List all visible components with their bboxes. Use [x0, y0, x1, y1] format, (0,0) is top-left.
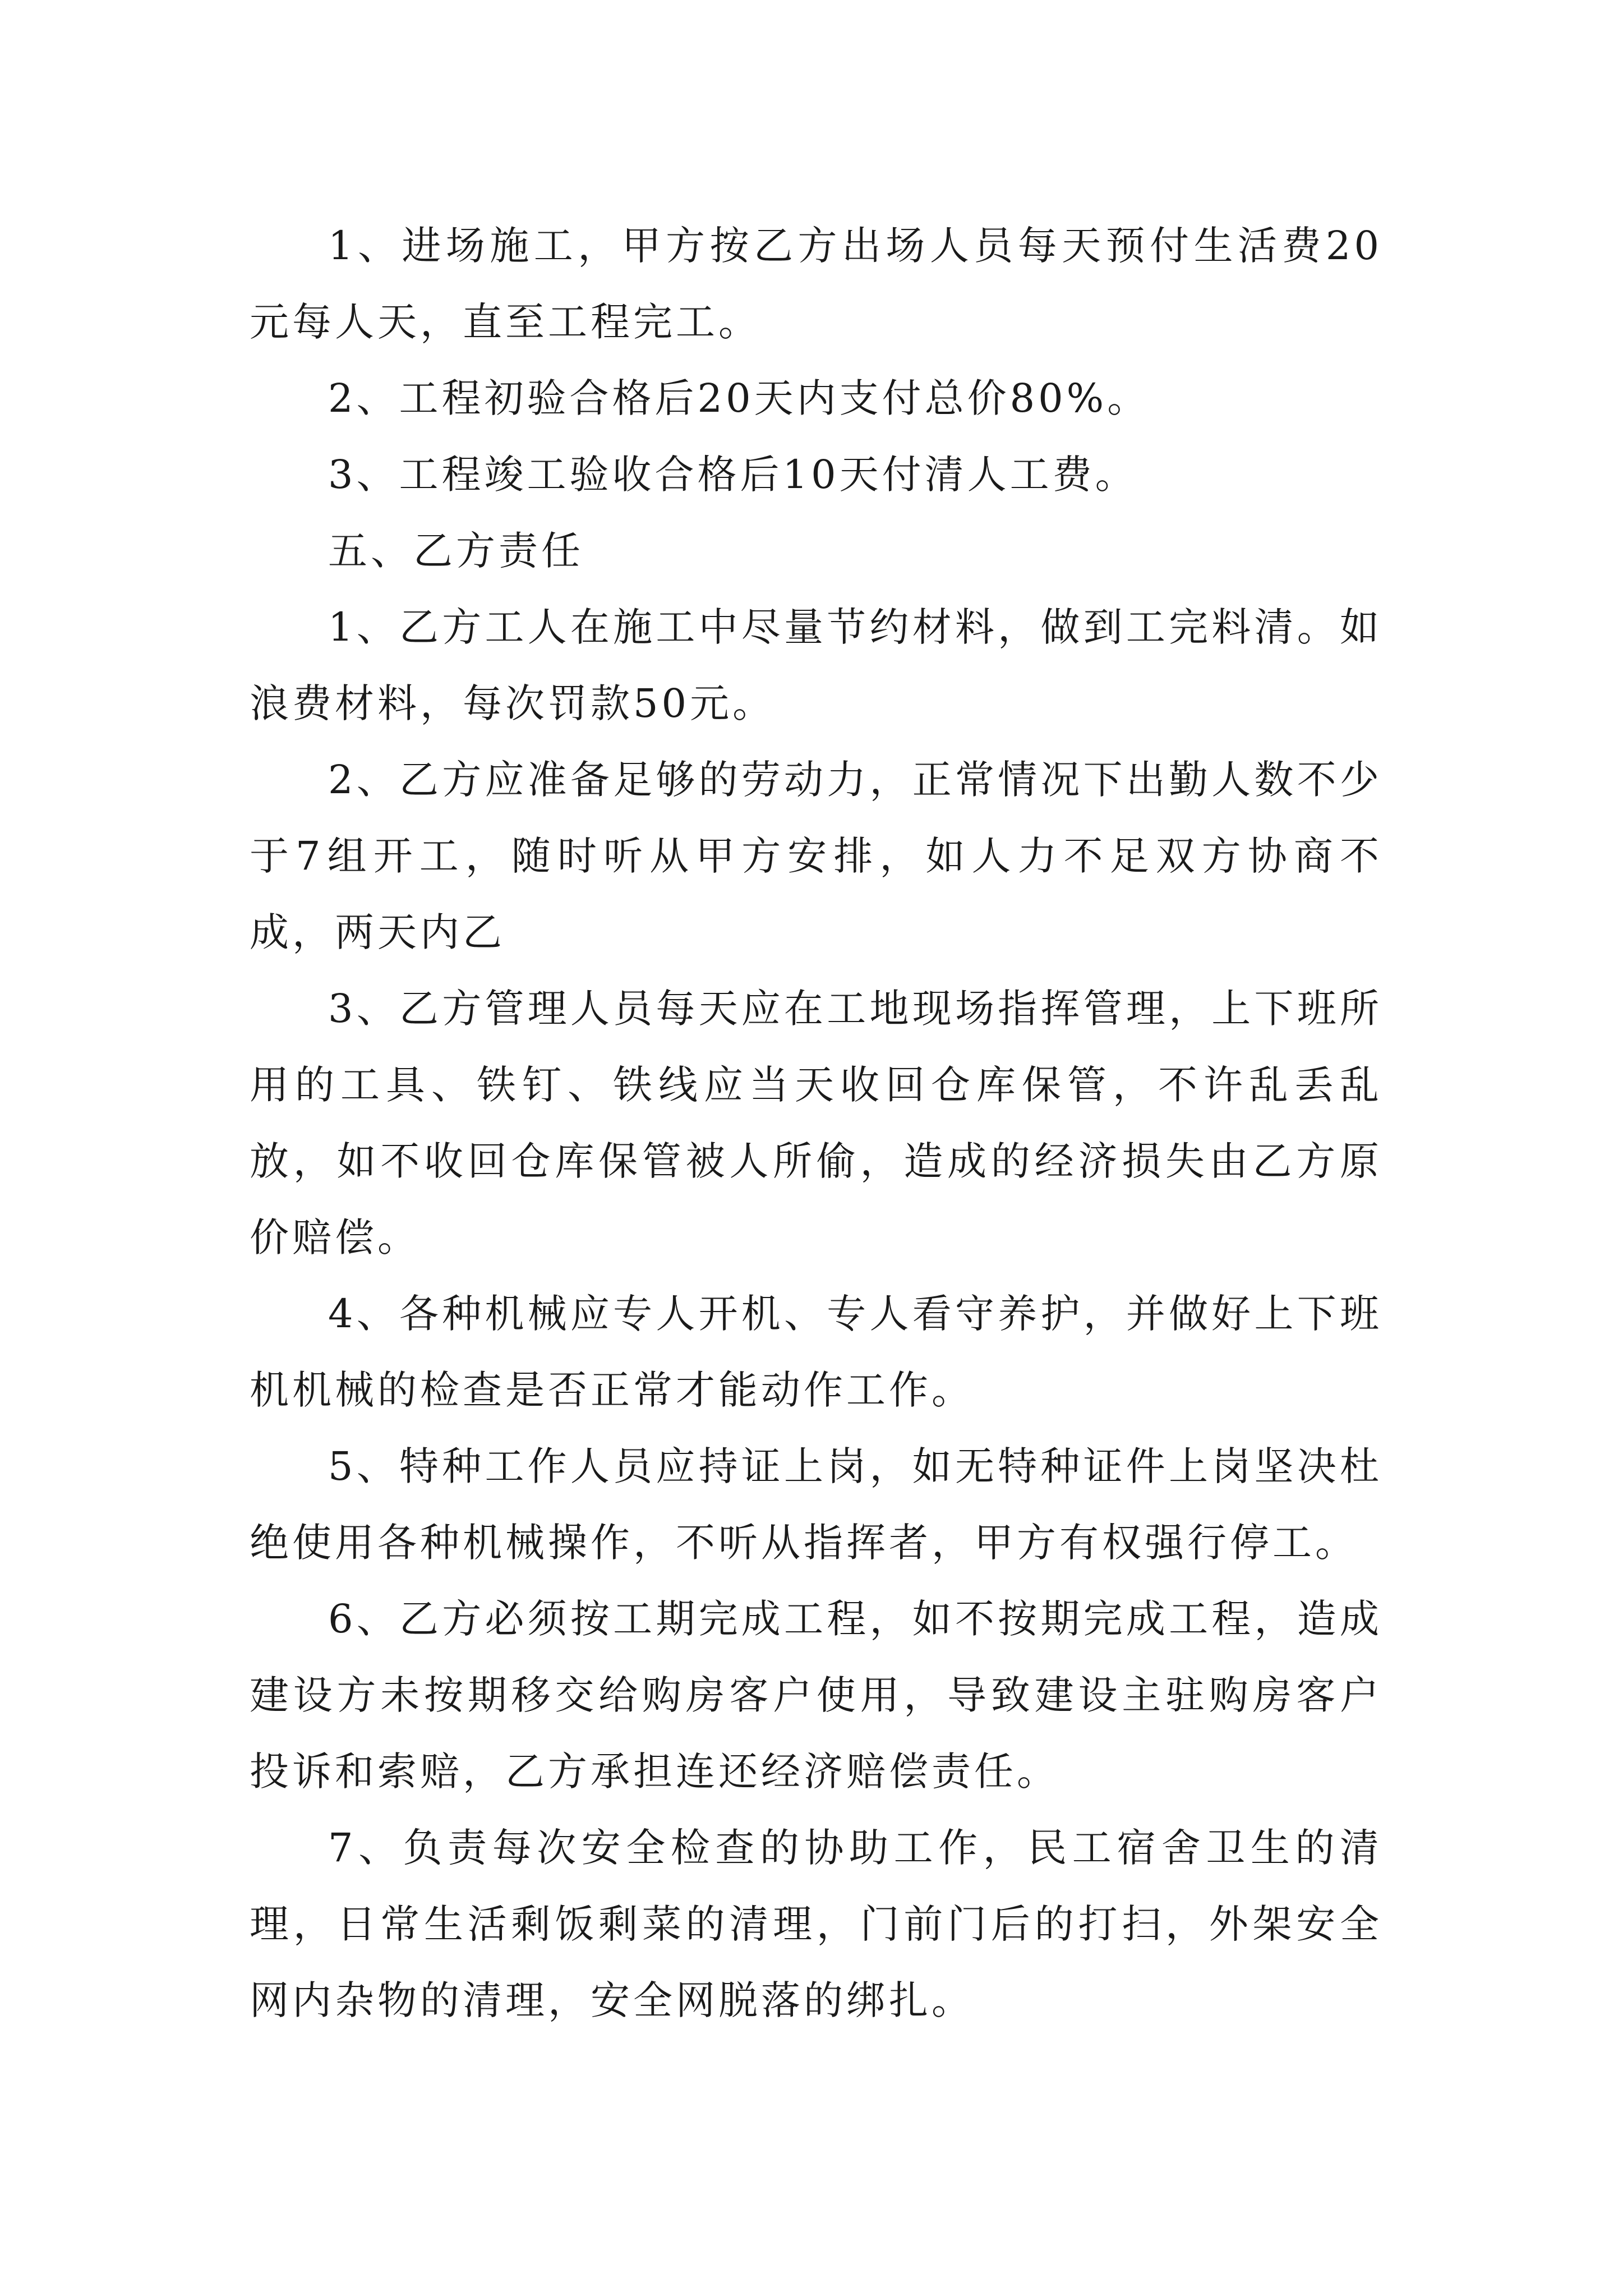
- paragraph-save-materials: 1、乙方工人在施工中尽量节约材料，做到工完料清。如浪费材料，每次罚款50元。: [250, 604, 1382, 726]
- paragraph-special-workers: 5、特种工作人员应持证上岗，如无特种证件上岗坚决杜绝使用各种机械操作，不听从指挥者，甲方有权强行停工。: [250, 1443, 1382, 1566]
- paragraph-machinery: 4、各种机械应专人开机、专人看守养护，并做好上下班机机械的检查是否正常才能动作工作。: [250, 1291, 1382, 1413]
- paragraph-safety-cleanup: 7、负责每次安全检查的协助工作，民工宿舍卫生的清理，日常生活剩饭剩菜的清理，门前门后的打扫，外架安全网内杂物的清理，安全网脱落的绑扎。: [250, 1825, 1382, 2023]
- paragraph-site-management: 3、乙方管理人员每天应在工地现场指挥管理，上下班所用的工具、铁钉、铁线应当天收回仓库保管，不许乱丢乱放，如不收回仓库保管被人所偷，造成的经济损失由乙方原价赔偿。: [250, 986, 1382, 1260]
- paragraph-initial-acceptance-payment: 2、工程初验合格后20天内支付总价80%。: [328, 375, 1150, 421]
- document-body: [250, 208, 1382, 2039]
- paragraph-advance-living-cost: 1、进场施工，甲方按乙方出场人员每天预付生活费20元每人天，直至工程完工。: [250, 223, 1382, 345]
- paragraph-final-acceptance-payment: 3、工程竣工验收合格后10天付清人工费。: [328, 452, 1138, 498]
- section-heading-party-b-duties: 五、乙方责任: [328, 528, 584, 574]
- paragraph-labor-force: 2、乙方应准备足够的劳动力，正常情况下出勤人数不少于7组开工，随时听从甲方安排，如人力不足双方协商不成，两天内乙: [250, 757, 1382, 955]
- paragraph-schedule: 6、乙方必须按工期完成工程，如不按期完成工程，造成建设方未按期移交给购房客户使用，导致建设主驻购房客户投诉和索赔，乙方承担连还经济赔偿责任。: [250, 1596, 1382, 1795]
